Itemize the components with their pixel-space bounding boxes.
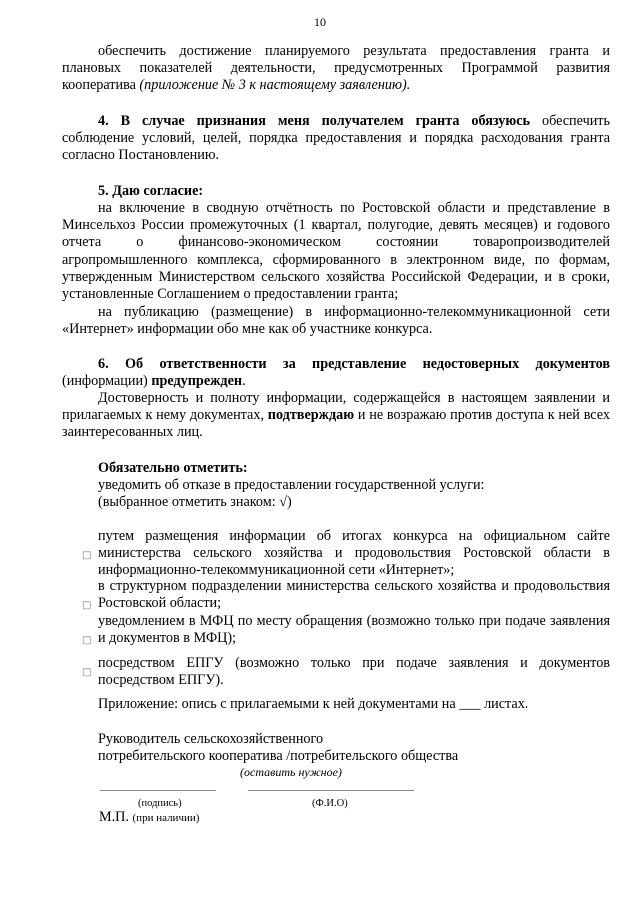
section-6-warned: предупрежден [151,373,243,390]
option-website: путем размещения информации об итогах конкурса на официальном сайте министерства сельского хозяйства и продовольствия Ростовской области в информационно-телекоммуникационной сети «Интернет»; [98,528,610,579]
paragraph-text: обеспечить достижение планируемого результата предоставления гранта и плановых показателей деятельности, предусмотренных Программой развития кооператива [62,43,610,94]
confirmation-text-b: и не возражаю против доступа к ней всех заинтересованных лиц. [62,407,610,441]
signature-line[interactable] [100,790,216,791]
section-6-confirmation [62,390,610,442]
section-5-consent-reporting: на включение в сводную отчётность по Ростовской области и представление в Минсельхоз России промежуточных (1 квартал, полугодие, девять месяцев) и годового отчета о финансово-экономическом состоянии товаропроизводителей агропромышленного комплекса, сформированного в электронном виде, по формам, утвержденным Министерством сельского хозяйства Российской Федерации, и в сроки, установленные Соглашением о предоставлении гранта; [62,200,610,303]
section-4-obligation [62,113,610,165]
signature-label: (подпись) [138,798,182,809]
notice-line-2: (выбранное отметить знаком: √) [98,494,292,510]
section-5-consent-publication: на публикацию (размещение) в информационно-телекоммуникационной сети «Интернет» информации обо мне как об участнике конкурса. [62,304,610,338]
checkbox-option-website[interactable]: □ [82,550,92,561]
appendix-note: (приложение № 3 к настоящему заявлению). [139,77,411,94]
stamp-note: (при наличии) [132,812,200,824]
option-ministry: в структурном подразделении министерства сельского хозяйства и продовольствия Ростовской области; [98,578,610,612]
confirmation-text-a: Достоверность и полноту информации, содержащейся в настоящем заявлении и прилагаемых к нему документах, [62,390,610,424]
checkbox-option-mfc[interactable]: □ [82,635,92,646]
confirmation-bold: подтверждаю [267,407,355,424]
signatory-note: (оставить нужное) [240,765,342,779]
stamp-label: М.П. [99,809,129,825]
signatory-title-line-1: Руководитель сельскохозяйственного [98,731,324,747]
notice-line-1: уведомить об отказе в предоставлении государственной услуги: [98,477,485,493]
checkbox-option-epgu[interactable]: □ [82,667,92,678]
name-label: (Ф.И.О) [312,798,348,809]
section-4-text: обеспечить соблюдение условий, целей, порядка предоставления и порядка расходования гранта согласно Постановлению. [62,113,610,164]
stamp-line [99,809,399,827]
section-6-mid: (информации) [62,373,152,390]
signatory-title-line-2: потребительского кооператива /потребительского общества [98,748,459,764]
section-6-responsibility [62,356,610,390]
section-5-heading: 5. Даю согласие: [98,183,204,199]
name-line[interactable] [248,790,414,791]
notice-heading: Обязательно отметить: [98,460,248,476]
section-4-heading: 4. В случае признания меня получателем гранта обязуюсь [98,113,531,129]
attachment-line: Приложение: опись с прилагаемыми к ней документами на ___ листах. [98,696,529,712]
checkbox-option-ministry[interactable]: □ [82,600,92,611]
section-6-end: . [242,373,246,390]
option-epgu: посредством ЕПГУ (возможно только при подаче заявления и документов посредством ЕПГУ). [98,655,610,689]
page-number: 10 [314,15,326,29]
section-6-heading: 6. Об ответственности за представление недостоверных документов [98,356,610,372]
option-mfc: уведомлением в МФЦ по месту обращения (возможно только при подаче заявления и документов в МФЦ); [98,613,610,647]
paragraph-program-goals [62,43,610,95]
